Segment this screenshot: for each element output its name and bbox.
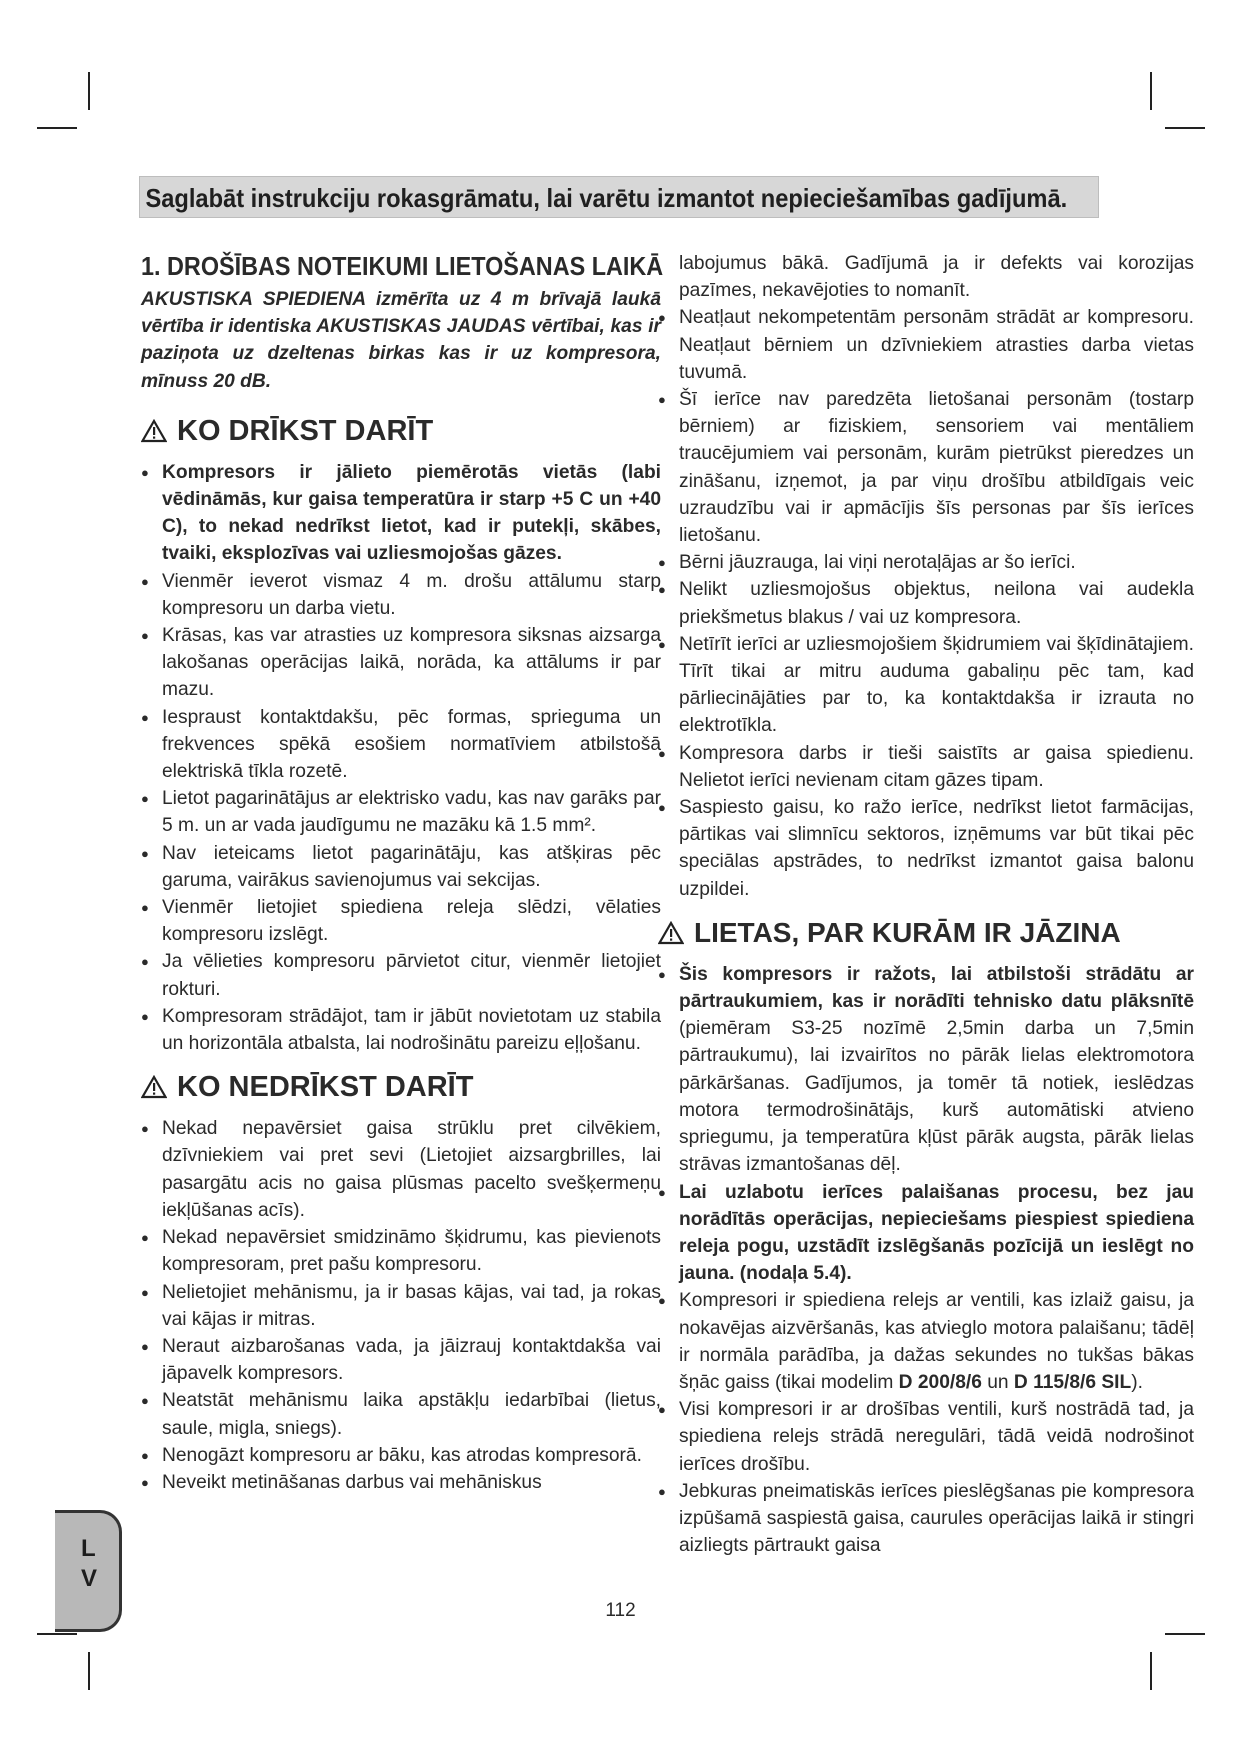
list-item: ● Vienmēr lietojiet spiediena releja slēdzi, vēlaties kompresoru izslēgt. bbox=[141, 894, 661, 948]
need-3-end: ). bbox=[1131, 1371, 1143, 1393]
warning-icon bbox=[658, 921, 684, 945]
list-item: ● Krāsas, kas var atrasties uz kompresora siksnas aizsarga lakošanas operācijas laikā, norāda, ka attālums ir par mazu. bbox=[141, 622, 661, 704]
list-item: ● Ja vēlieties kompresoru pārvietot citur, vienmēr lietojiet rokturi. bbox=[141, 948, 661, 1002]
banner bbox=[139, 176, 1099, 218]
list-item: ● Vienmēr ieverot vismaz 4 m. drošu attālumu starp kompresoru un darba vietu. bbox=[141, 568, 661, 622]
list-item-continuation: labojumus bākā. Gadījumā ja ir defekts vai korozijas pazīmes, nekavējoties to nomanīt. bbox=[679, 253, 1194, 302]
list-item: ● Kompresoram strādājot, tam ir jābūt novietotam uz stabila un horizontāla atbalsta, lai nodrošinātu pareizu eļļošanu. bbox=[141, 1003, 661, 1057]
do-title: KO DRĪKST DARĪT bbox=[177, 414, 434, 447]
crop-mark bbox=[37, 1633, 77, 1635]
left-column bbox=[141, 250, 664, 1496]
list-item: ● Nelikt uzliesmojošus objektus, neilona vai audekla priekšmetus blakus / vai uz kompresora. bbox=[658, 576, 1194, 630]
do-heading bbox=[141, 413, 661, 449]
language-letter: L bbox=[81, 1535, 96, 1562]
crop-mark bbox=[1150, 1652, 1152, 1690]
list-item: ● Nenogāzt kompresoru ar bāku, kas atrodas kompresorā. bbox=[141, 1442, 661, 1469]
need-3-un: un bbox=[981, 1371, 1014, 1393]
crop-mark bbox=[37, 127, 77, 129]
list-item: ● Neatļaut nekompetentām personām strādāt ar kompresoru. Neatļaut bērniem un dzīvniekiem atrasties darba vietas tuvumā. bbox=[658, 304, 1194, 386]
crop-mark bbox=[1165, 127, 1205, 129]
banner-text: Saglabāt instrukciju rokasgrāmatu, lai varētu izmantot nepieciešamības gadījumā. bbox=[145, 183, 1068, 213]
list-item: ● Nekad nepavērsiet smidzināmo šķidrumu, kas pievienots kompresoram, pret pašu kompresoru. bbox=[141, 1224, 661, 1278]
list-item: ● Neraut aizbarošanas vada, ja jāizrauj kontaktdakša vai jāpavelk kompresors. bbox=[141, 1333, 661, 1387]
need-title: LIETAS, PAR KURĀM IR JĀZINA bbox=[694, 916, 1121, 948]
crop-mark bbox=[88, 1652, 90, 1690]
dont-list-continued bbox=[658, 250, 1194, 903]
dont-heading bbox=[141, 1069, 661, 1105]
need-1-bold: Šis kompresors ir ražots, lai atbilstoši strādātu ar pārtraukumiem, kas ir norādīti tehnisko datu plāksnītē bbox=[679, 963, 1194, 1013]
list-item: ● Lai uzlabotu ierīces palaišanas procesu, bez jau norādītās operācijas, nepieciešams piespiest spiediena releja pogu, uzstādīt izslēgšanās pozīcijā un ieslēgt no jauna. (nodaļa 5.4). bbox=[658, 1179, 1194, 1288]
list-item: ● Nav ieteicams lietot pagarinātāju, kas atšķiras pēc garuma, vairākus savienojumus vai sekcijas. bbox=[141, 840, 661, 894]
need-3-text: Kompresori ir spiediena relejs ar ventili, kas izlaiž gaisu, ja nokavējas aizvēršanās, kas atvieglo motora palaišanu; tādēļ ir normāla parādība, ja dažas sekundes no tukšas bākas šņāc gaiss (tikai modelim bbox=[679, 1290, 1194, 1393]
list-item: ● Kompresora darbs ir tieši saistīts ar gaisa spiedienu. Nelietot ierīci nevienam citam gāzes tipam. bbox=[658, 740, 1194, 794]
need-1-rest: (piemēram S3-25 nozīmē 2,5min darba un 7,5min pārtraukumu), lai izvairītos no pārāk lielas elektromotora pārkāršanas. Gadījumos, ja tomēr tā notiek, ieslēdzas motora termodrošinātājs, kurš automātiski atvieno spriegumu, ja temperatūra kļūst pārāk augsta, pārāk lielas strāvas izmantošanas dēļ. bbox=[679, 1018, 1194, 1176]
list-item: ● Nelietojiet mehānismu, ja ir basas kājas, vai tad, ja rokas vai kājas ir mitras. bbox=[141, 1279, 661, 1333]
acoustic-note: AKUSTISKA SPIEDIENA izmērīta uz 4 m brīvajā laukā vērtība ir identiska AKUSTISKAS JAUDAS vērtībai, kas ir paziņota uz dzeltenas birkas kas ir uz kompresora, mīnuss 20 dB. bbox=[141, 289, 661, 392]
list-item: ● Jebkuras pneimatiskās ierīces pieslēgšanas pie kompresora izpūšamā saspiestā gaisa, caurules operācijas laikā ir stingri aizliegts pārtraukt gaisa bbox=[658, 1478, 1194, 1560]
list-item: ● Saspiesto gaisu, ko ražo ierīce, nedrīkst lietot farmācijas, pārtikas vai slimnīcu sektoros, izņēmums var būt tikai pēc speciālas apstrādes, to nedrīkst izmantot gaisa balonu uzpildei. bbox=[658, 794, 1194, 903]
list-item bbox=[658, 1287, 1194, 1396]
model-name: D 115/8/6 SIL bbox=[1013, 1371, 1132, 1393]
section-title: 1. DROŠĪBAS NOTEIKUMI LIETOŠANAS LAIKĀ bbox=[141, 251, 664, 281]
language-tab bbox=[55, 1510, 122, 1632]
list-item: ● Nekad nepavērsiet gaisa strūklu pret cilvēkiem, dzīvniekiem vai pret sevi (Lietojiet aizsargbrilles, lai pasargātu acis no gaisa plūsmas pacelto svešķermeņu iekļūšanas acīs). bbox=[141, 1115, 661, 1224]
dont-list bbox=[141, 1115, 661, 1496]
list-item: ● Kompresors ir jālieto piemērotās vietās (labi vēdināmās, kur gaisa temperatūra ir starp +5 C un +40 C), to nekad nedrīkst lietot, kad ir putekļi, skābes, tvaiki, eksplozīvas vai uzliesmojošas gāzes. bbox=[141, 459, 661, 568]
list-item: ● Netīrīt ierīci ar uzliesmojošiem šķidrumiem vai šķīdinātajiem. Tīrīt tikai ar mitru auduma gabaliņu pēc tam, kad pārliecinājāties par to, ka kontaktdakša ir izrauta no elektrotīkla. bbox=[658, 631, 1194, 740]
do-list bbox=[141, 459, 661, 1057]
warning-icon bbox=[141, 1075, 167, 1099]
crop-mark bbox=[1150, 72, 1152, 110]
page-number: 112 bbox=[605, 1600, 636, 1621]
model-name: D 200/8/6 bbox=[898, 1371, 982, 1393]
warning-icon bbox=[141, 419, 167, 443]
language-letter: V bbox=[81, 1565, 98, 1592]
list-item: ● Iespraust kontaktdakšu, pēc formas, sprieguma un frekvences spēkā esošiem normatīviem atbilstošā elektriskā tīkla rozetē. bbox=[141, 704, 661, 786]
list-item: ● Neveikt metināšanas darbus vai mehāniskus bbox=[141, 1469, 661, 1496]
right-column bbox=[658, 250, 1194, 1559]
list-item: ● Neatstāt mehānismu laika apstākļu iedarbībai (lietus, saule, migla, sniegs). bbox=[141, 1387, 661, 1441]
list-item: ● Šī ierīce nav paredzēta lietošanai personām (tostarp bērniem) ar fiziskiem, sensoriem vai mentāliem traucējumiem vai personām, kurām pietrūkst pieredzes un zināšanu, izņemot, ja par viņu drošību atbildīgais veic uzraudzību vai ir apmācījis šīs personas par šīs ierīces lietošanu. bbox=[658, 386, 1194, 549]
need-list bbox=[658, 961, 1194, 1559]
crop-mark bbox=[88, 72, 90, 110]
list-item: ● Lietot pagarinātājus ar elektrisko vadu, kas nav garāks par 5 m. un ar vada jaudīgumu ne mazāku kā 1.5 mm². bbox=[141, 785, 661, 839]
crop-mark bbox=[1165, 1633, 1205, 1635]
need-heading bbox=[658, 915, 1194, 951]
list-item: ● Visi kompresori ir ar drošības ventili, kurš nostrādā tad, ja spiediena relejs strādā neregulāri, tādā veidā nodrošinot ierīces drošību. bbox=[658, 1396, 1194, 1478]
dont-title: KO NEDRĪKST DARĪT bbox=[177, 1071, 474, 1104]
list-item: ● Bērni jāuzrauga, lai viņi nerotaļājas ar šo ierīci. bbox=[658, 549, 1194, 576]
list-item bbox=[658, 961, 1194, 1179]
